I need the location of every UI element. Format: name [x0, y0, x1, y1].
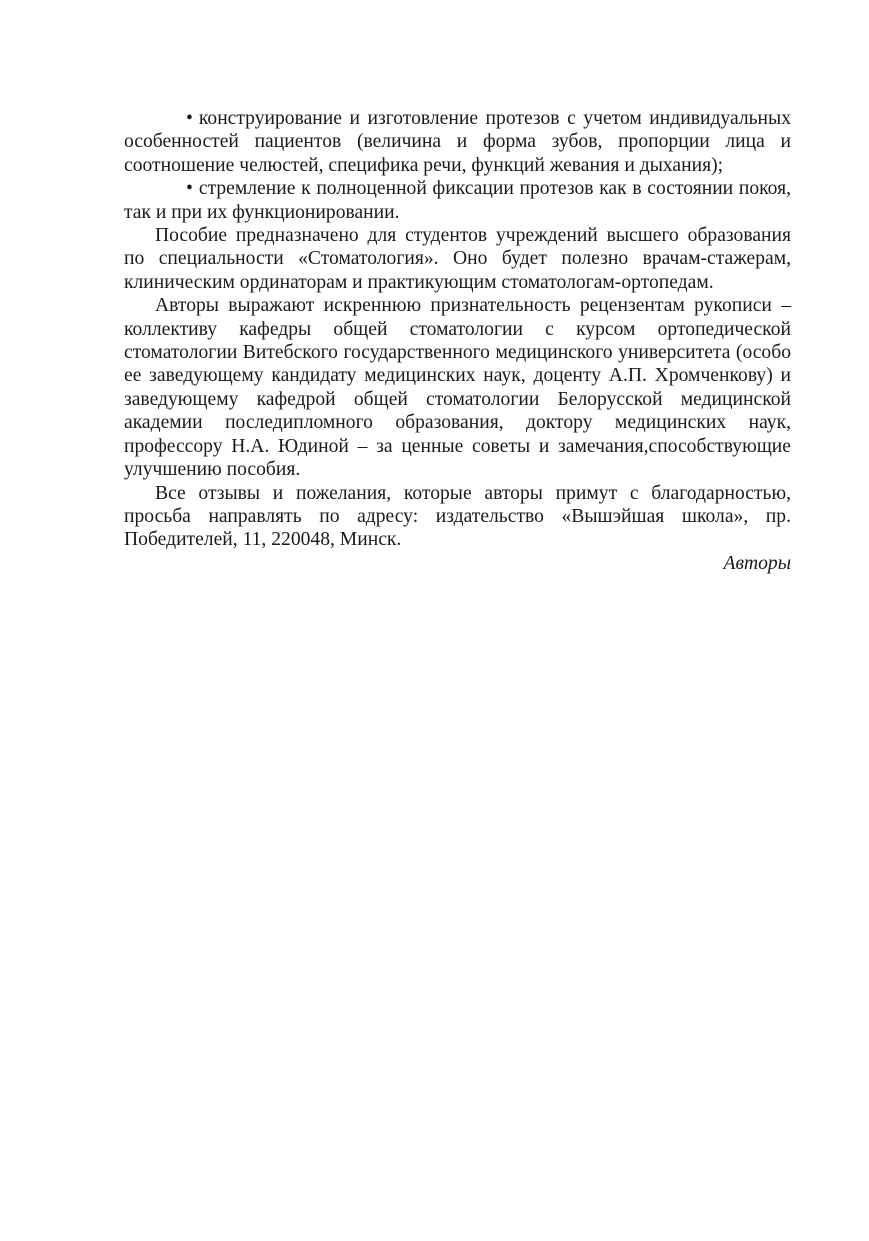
bullet-icon: •	[186, 178, 193, 200]
bullet-icon: •	[186, 108, 193, 129]
bullet-item-design	[124, 107, 791, 177]
bullet-text: конструирование и изготовление протезов с учетом индивидуальных особенностей пациентов (величина и форма зубов, пропорции лица и соотношение челюстей, специфика речи, функций жевания и дыхания);	[124, 108, 791, 176]
paragraph-feedback: Все отзывы и пожелания, которые авторы примут с благодарностью, просьба направлять по адресу: издательство «Вышэйшая школа», пр. Победителей, 11, 220048, Минск.	[124, 482, 791, 551]
paragraph-audience: Пособие предназначено для студентов учреждений высшего образования по специальности «Стоматология». Оно будет полезно врачам-стажерам, клиническим ординаторам и практикующим стоматологам-ортопедам.	[124, 225, 791, 293]
authors-signature: Авторы	[723, 552, 791, 574]
paragraph-acknowledgements: Авторы выражают искреннюю признательность рецензентам рукописи – коллективу кафедры общей стоматологии с курсом ортопедической стоматологии Витебского государственного медицинского университета (особо ее заведующему кандидату медицинских наук, доценту А.П. Хромченкову) и заведующему кафедрой общей стоматологии Белорусской медицинской академии последипломного образования, доктору медицинских наук, профессору Н.А. Юдиной – за ценные советы и замечания,способствующие улучшению пособия.	[124, 295, 791, 481]
body-text	[124, 107, 791, 575]
bullet-item-fixation	[124, 177, 791, 224]
bullet-text: стремление к полноценной фиксации протезов как в состоянии покоя, так и при их функционировании.	[124, 178, 791, 223]
